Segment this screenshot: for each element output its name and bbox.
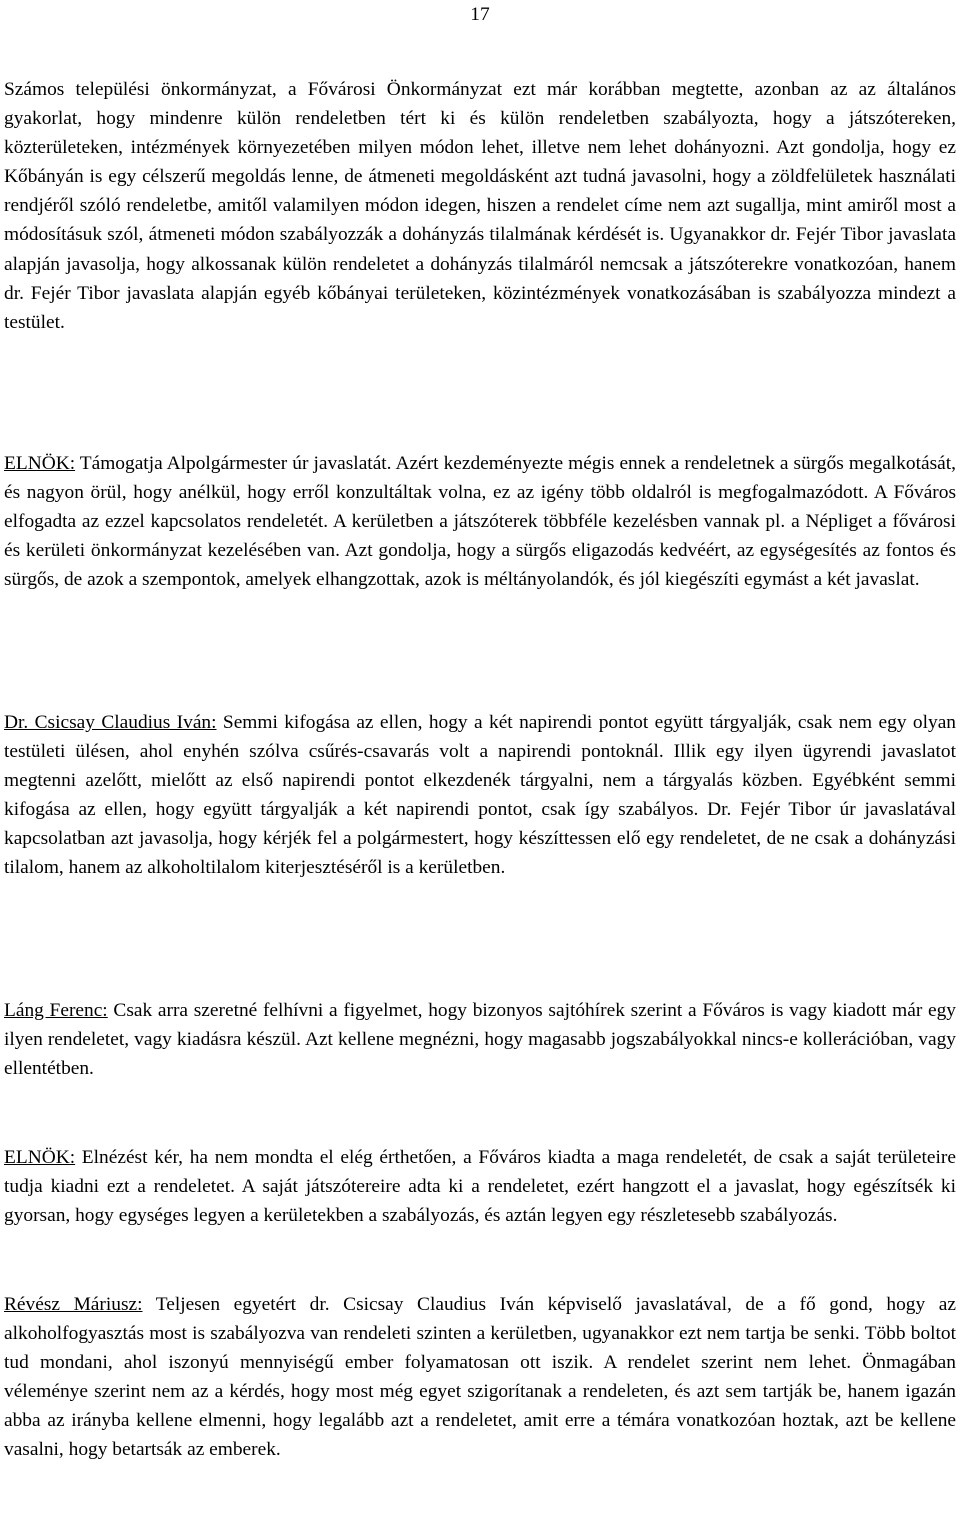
speaker-name: ELNÖK:: [4, 1147, 76, 1168]
paragraph-text: Elnézést kér, ha nem mondta el elég érthetően, a Főváros kiadta a maga rendeletét, de csak a saját területeire tudja kiadni ezt a rendeletet. A saját játszótereire adta ki a rendeletet, ezért hangzott el a javaslat, hogy egészítsék ki gyorsan, hogy egységes legyen a kerületekben a szabályozás, és aztán legyen egy részletesebb szabályozás.: [4, 1147, 956, 1227]
paragraph-revesz: [4, 1290, 956, 1465]
paragraph-csicsay: [4, 708, 956, 883]
paragraph-lang: [4, 996, 956, 1083]
speaker-name: Dr. Csicsay Claudius Iván:: [4, 712, 217, 733]
paragraph-text: Csak arra szeretné felhívni a figyelmet, hogy bizonyos sajtóhírek szerint a Főváros is vagy kiadott már egy ilyen rendeletet, vagy kiadásra készül. Azt kellene megnézni, hogy magasabb jogszabályokkal nincs-e kollerációban, vagy ellentétben.: [4, 1000, 956, 1080]
page-number: 17: [470, 4, 490, 25]
paragraph-elnok-1: [4, 449, 956, 594]
speaker-name: Láng Ferenc:: [4, 1000, 108, 1021]
paragraph-text: Támogatja Alpolgármester úr javaslatát. Azért kezdeményezte mégis ennek a rendeletnek a sürgős megalkotását, és nagyon örül, hogy anélkül, hogy erről konzultáltak volna, ez az igény több oldalról is megfogalmazódott. A Főváros elfogadta az ezzel kapcsolatos rendeletét. A kerületben a játszóterek többféle kezelésben vannak pl. a Népliget a fővárosi és kerületi önkormányzat kezelésében van. Azt gondolja, hogy a sürgős eligazodás kedvéért, az egységesítés az fontos és sürgős, de azok a szempontok, amelyek elhangzottak, azok is méltányolandók, és jól kiegészíti egymást a két javaslat.: [4, 453, 956, 591]
paragraph-elnok-2: [4, 1143, 956, 1230]
paragraph-text: Számos települési önkormányzat, a Fővárosi Önkormányzat ezt már korábban megtette, azonban az az általános gyakorlat, hogy mindenre külön rendeletben tért ki és külön rendeletben szabályozta, hogy a játszótereken, közterületeken, intézmények környezetében milyen módon lehet, illetve nem lehet dohányozni. Azt gondolja, hogy ez Kőbányán is egy célszerű megoldás lenne, de átmeneti megoldásként azt tudná javasolni, hogy a zöldfelületek használati rendjéről szóló rendeletbe, amitől valamilyen módon idegen, hiszen a rendelet címe nem azt sugallja, mint amiről most a módosításuk szól, átmeneti módon szabályozzák a dohányzás tilalmának kérdését is. Ugyanakkor dr. Fejér Tibor javaslata alapján javasolja, hogy alkossanak külön rendeletet a dohányzás tilalmáról nemcsak a játszóterekre vonatkozóan, hanem dr. Fejér Tibor javaslata alapján egyéb kőbányai területeken, közintézmények vonatkozásában is szabályozza mindezt a testület.: [4, 79, 956, 333]
speaker-name: ELNÖK:: [4, 453, 76, 474]
speaker-name: Révész Máriusz:: [4, 1294, 143, 1315]
paragraph-intro: [4, 75, 956, 337]
paragraph-text: Teljesen egyetért dr. Csicsay Claudius Iván képviselő javaslatával, de a fő gond, hogy az alkoholfogyasztás most is szabályozva van rendeleti szinten a kerületben, ugyanakkor ezt nem tartja be senki. Több boltot tud mondani, ahol iszonyú mennyiségű ember folyamatosan ott iszik. A rendelet szerint nem lehet. Önmagában véleménye szerint nem az a kérdés, hogy most még egyet szigorítanak a rendeleten, és azt sem tartják be, hanem igazán abba az irányba kellene elmenni, hogy legalább azt a rendeletet, amit erre a témára vonatkozóan hoztak, azt be kellene vasalni, hogy betartsák az emberek.: [4, 1294, 956, 1461]
paragraph-text: Semmi kifogása az ellen, hogy a két napirendi pontot együtt tárgyalják, csak nem egy olyan testületi ülésen, ahol enyhén szólva csűrés-csavarás volt a napirendi pontoknál. Illik egy ilyen ügyrendi javaslatot megtenni azelőtt, mielőtt az első napirendi pontot elkezdenék tárgyalni, nem a tárgyalás közben. Egyébként semmi kifogása az ellen, hogy együtt tárgyalják a két napirendi pontot, csak így szabályos. Dr. Fejér Tibor úr javaslatával kapcsolatban azt javasolja, hogy kérjék fel a polgármestert, hogy készíttessen elő egy rendeletet, de ne csak a dohányzási tilalom, hanem az alkoholtilalom kiterjesztéséről is a kerületben.: [4, 712, 956, 879]
